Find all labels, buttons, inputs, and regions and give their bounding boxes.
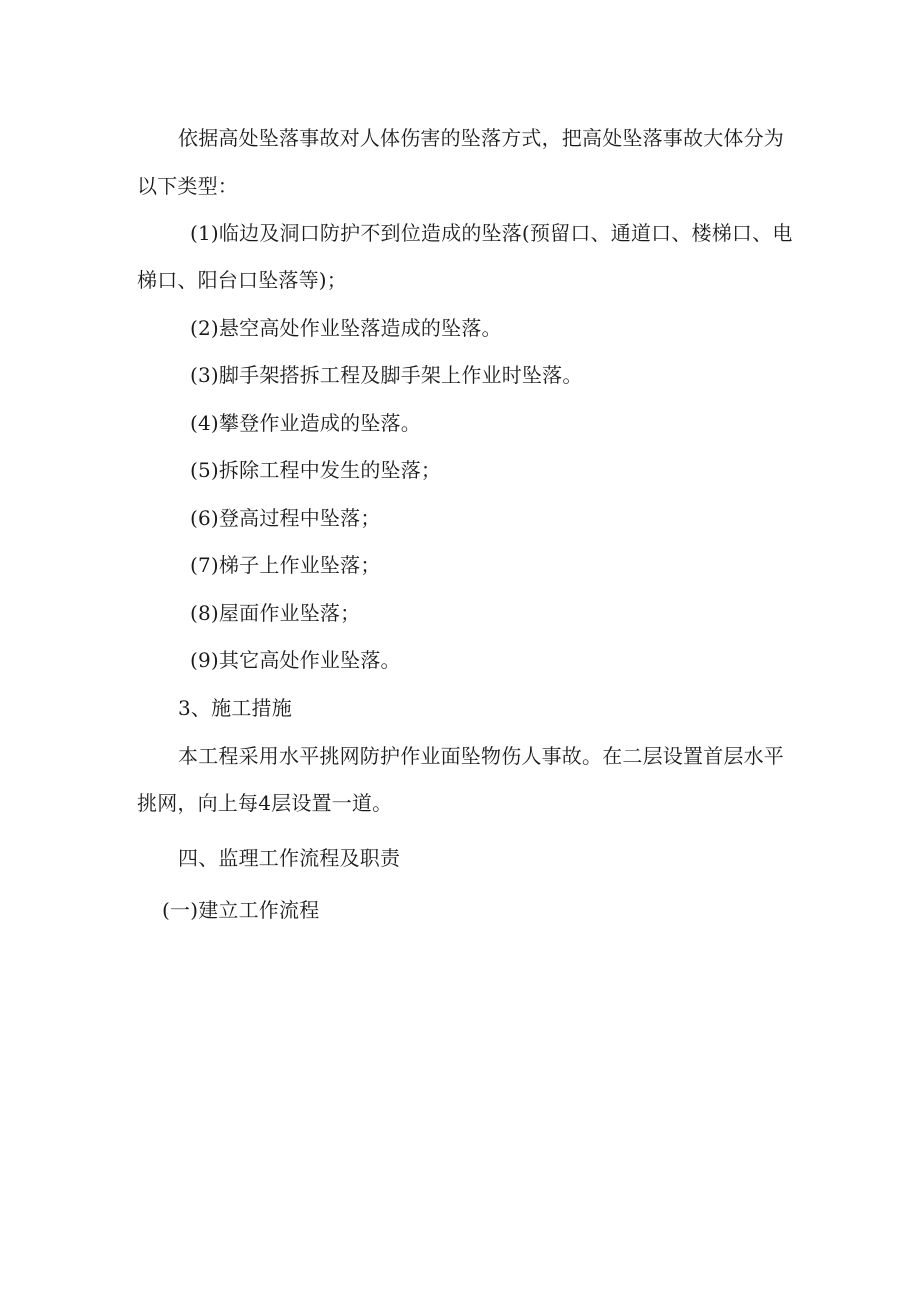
subsection-heading-workflow: (一)建立工作流程 <box>162 898 320 922</box>
section-heading-construction-measures: 3、施工措施 <box>178 696 292 720</box>
list-item-1-line-1: (1)临边及洞口防护不到位造成的坠落(预留口、通道口、楼梯口、电 <box>190 221 793 245</box>
list-item-9: (9)其它高处作业坠落。 <box>190 648 401 672</box>
paragraph-measures-line-1: 本工程采用水平挑网防护作业面坠物伤人事故。在二层设置首层水平 <box>178 744 784 768</box>
list-item-7: (7)梯子上作业坠落； <box>190 553 381 577</box>
paragraph-measures-line-2: 挑网，向上每4层设置一道。 <box>137 791 393 815</box>
paragraph-intro-line-1: 依据高处坠落事故对人体伤害的坠落方式，把高处坠落事故大体分为 <box>178 126 784 150</box>
list-item-4: (4)攀登作业造成的坠落。 <box>190 411 421 435</box>
list-item-1-line-2: 梯口、阳台口坠落等)； <box>137 268 348 292</box>
list-item-3: (3)脚手架搭拆工程及脚手架上作业时坠落。 <box>190 363 583 387</box>
list-item-2: (2)悬空高处作业坠落造成的坠落。 <box>190 316 502 340</box>
paragraph-intro-line-2: 以下类型： <box>137 174 238 198</box>
list-item-5: (5)拆除工程中发生的坠落； <box>190 458 442 482</box>
chapter-heading-supervision: 四、监理工作流程及职责 <box>178 846 401 870</box>
list-item-6: (6)登高过程中坠落； <box>190 506 381 530</box>
list-item-8: (8)屋面作业坠落； <box>190 601 361 625</box>
